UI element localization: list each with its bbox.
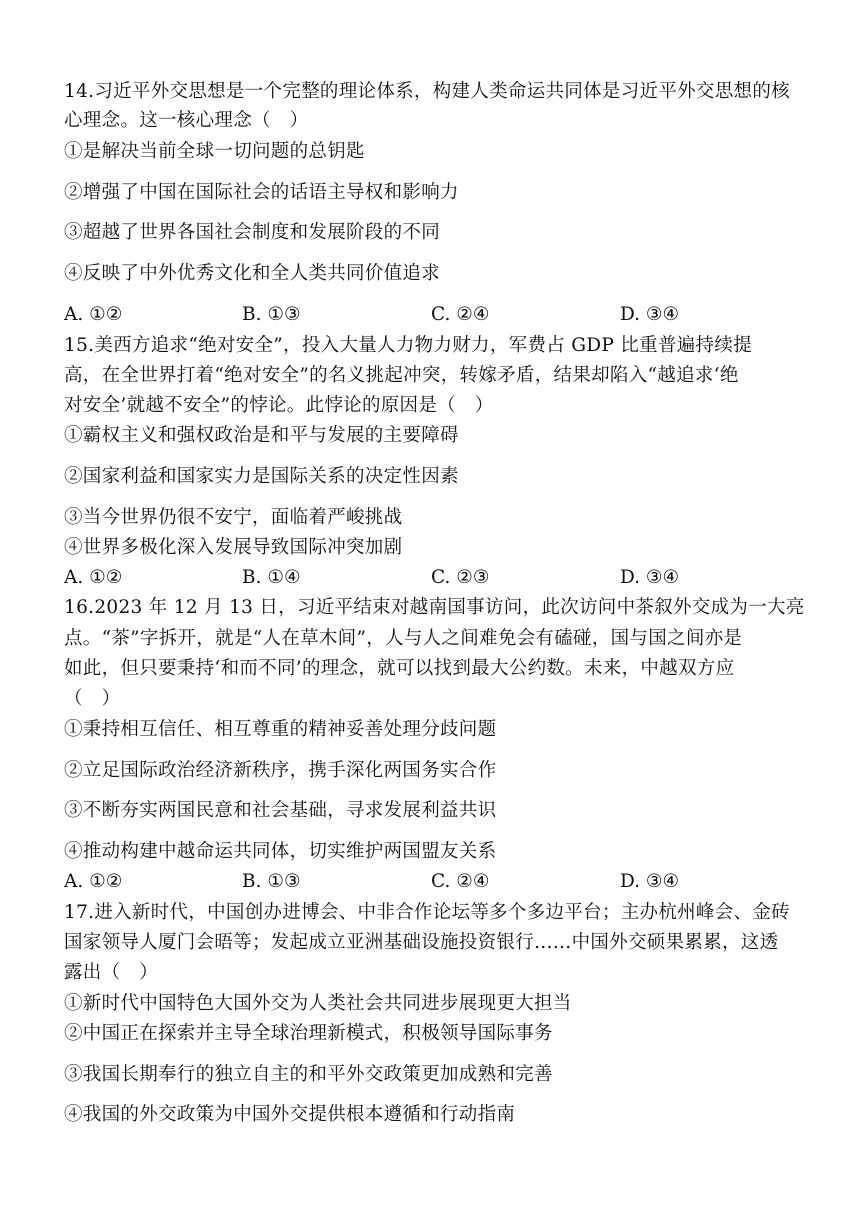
option-b[interactable]: B. ①③ bbox=[242, 304, 301, 325]
q15-statement-1: ①霸权主义和强权政治是和平与发展的主要障碍 bbox=[64, 425, 459, 446]
option-a[interactable]: A. ①② bbox=[64, 304, 123, 325]
option-a[interactable]: A. ①② bbox=[64, 567, 123, 588]
q17-statement-3: ③我国长期奉行的独立自主的和平外交政策更加成熟和完善 bbox=[64, 1064, 553, 1085]
option-a[interactable]: A. ①② bbox=[64, 871, 123, 892]
q15-stem-line-2: 高，在全世界打着“绝对安全”的名义挑起冲突，转嫁矛盾，结果却陷入“越追求‘绝 bbox=[64, 365, 739, 386]
q15-statement-4: ④世界多极化深入发展导致国际冲突加剧 bbox=[64, 537, 403, 558]
q15-options bbox=[64, 563, 804, 593]
option-c[interactable]: C. ②④ bbox=[431, 304, 490, 325]
option-d[interactable]: D. ③④ bbox=[620, 567, 680, 588]
q14-statement-2: ②增强了中国在国际社会的话语主导权和影响力 bbox=[64, 182, 459, 203]
q16-stem-line-4: （ ） bbox=[64, 688, 121, 709]
option-c[interactable]: C. ②④ bbox=[431, 871, 490, 892]
q17-statement-1: ①新时代中国特色大国外交为人类社会共同进步展现更大担当 bbox=[64, 993, 572, 1014]
q16-statement-1: ①秉持相互信任、相互尊重的精神妥善处理分歧问题 bbox=[64, 719, 497, 740]
q14-statement-3: ③超越了世界各国社会制度和发展阶段的不同 bbox=[64, 222, 441, 243]
q17-stem-line-3: 露出（ ） bbox=[64, 962, 159, 983]
q15-statement-2: ②国家利益和国家实力是国际关系的决定性因素 bbox=[64, 466, 459, 487]
q16-options bbox=[64, 867, 804, 897]
q14-stem-line-2: 心理念。这一核心理念（ ） bbox=[64, 110, 309, 131]
q14-options bbox=[64, 300, 804, 330]
q17-statement-2: ②中国正在探索并主导全球治理新模式，积极领导国际事务 bbox=[64, 1023, 553, 1044]
q16-stem-line-2: 点。“茶”字拆开，就是“人在草木间”，人与人之间难免会有磕碰，国与国之间亦是 bbox=[64, 628, 743, 649]
q14-stem-line-1: 14.习近平外交思想是一个完整的理论体系，构建人类命运共同体是习近平外交思想的核 bbox=[64, 81, 790, 102]
q16-statement-2: ②立足国际政治经济新秩序，携手深化两国务实合作 bbox=[64, 760, 497, 781]
q15-stem-line-1: 15.美西方追求“绝对安全”，投入大量人力物力财力，军费占 GDP 比重普遍持续提 bbox=[64, 335, 752, 356]
q14-statement-1: ①是解决当前全球一切问题的总钥匙 bbox=[64, 141, 365, 162]
q14-statement-4: ④反映了中外优秀文化和全人类共同价值追求 bbox=[64, 263, 441, 284]
option-d[interactable]: D. ③④ bbox=[620, 304, 680, 325]
q16-statement-3: ③不断夯实两国民意和社会基础，寻求发展利益共识 bbox=[64, 800, 497, 821]
option-b[interactable]: B. ①④ bbox=[242, 567, 301, 588]
q16-stem-line-1: 16.2023 年 12 月 13 日，习近平结束对越南国事访问，此次访问中茶叙外交成为一大亮 bbox=[64, 597, 805, 618]
option-b[interactable]: B. ①③ bbox=[242, 871, 301, 892]
q17-stem-line-1: 17.进入新时代，中国创办进博会、中非合作论坛等多个多边平台；主办杭州峰会、金砖 bbox=[64, 902, 790, 923]
q17-stem-line-2: 国家领导人厦门会晤等；发起成立亚洲基础设施投资银行……中国外交硕果累累，这透 bbox=[64, 932, 779, 953]
q15-stem-line-3: 对安全’就越不安全”的悖论。此悖论的原因是（ ） bbox=[64, 395, 494, 416]
q17-statement-4: ④我国的外交政策为中国外交提供根本遵循和行动指南 bbox=[64, 1104, 516, 1125]
option-d[interactable]: D. ③④ bbox=[620, 871, 680, 892]
option-c[interactable]: C. ②③ bbox=[431, 567, 490, 588]
q16-stem-line-3: 如此，但只要秉持‘和而不同’的理念，就可以找到最大公约数。未来，中越双方应 bbox=[64, 658, 735, 679]
q16-statement-4: ④推动构建中越命运共同体，切实维护两国盟友关系 bbox=[64, 841, 497, 862]
q15-statement-3: ③当今世界仍很不安宁，面临着严峻挑战 bbox=[64, 507, 403, 528]
